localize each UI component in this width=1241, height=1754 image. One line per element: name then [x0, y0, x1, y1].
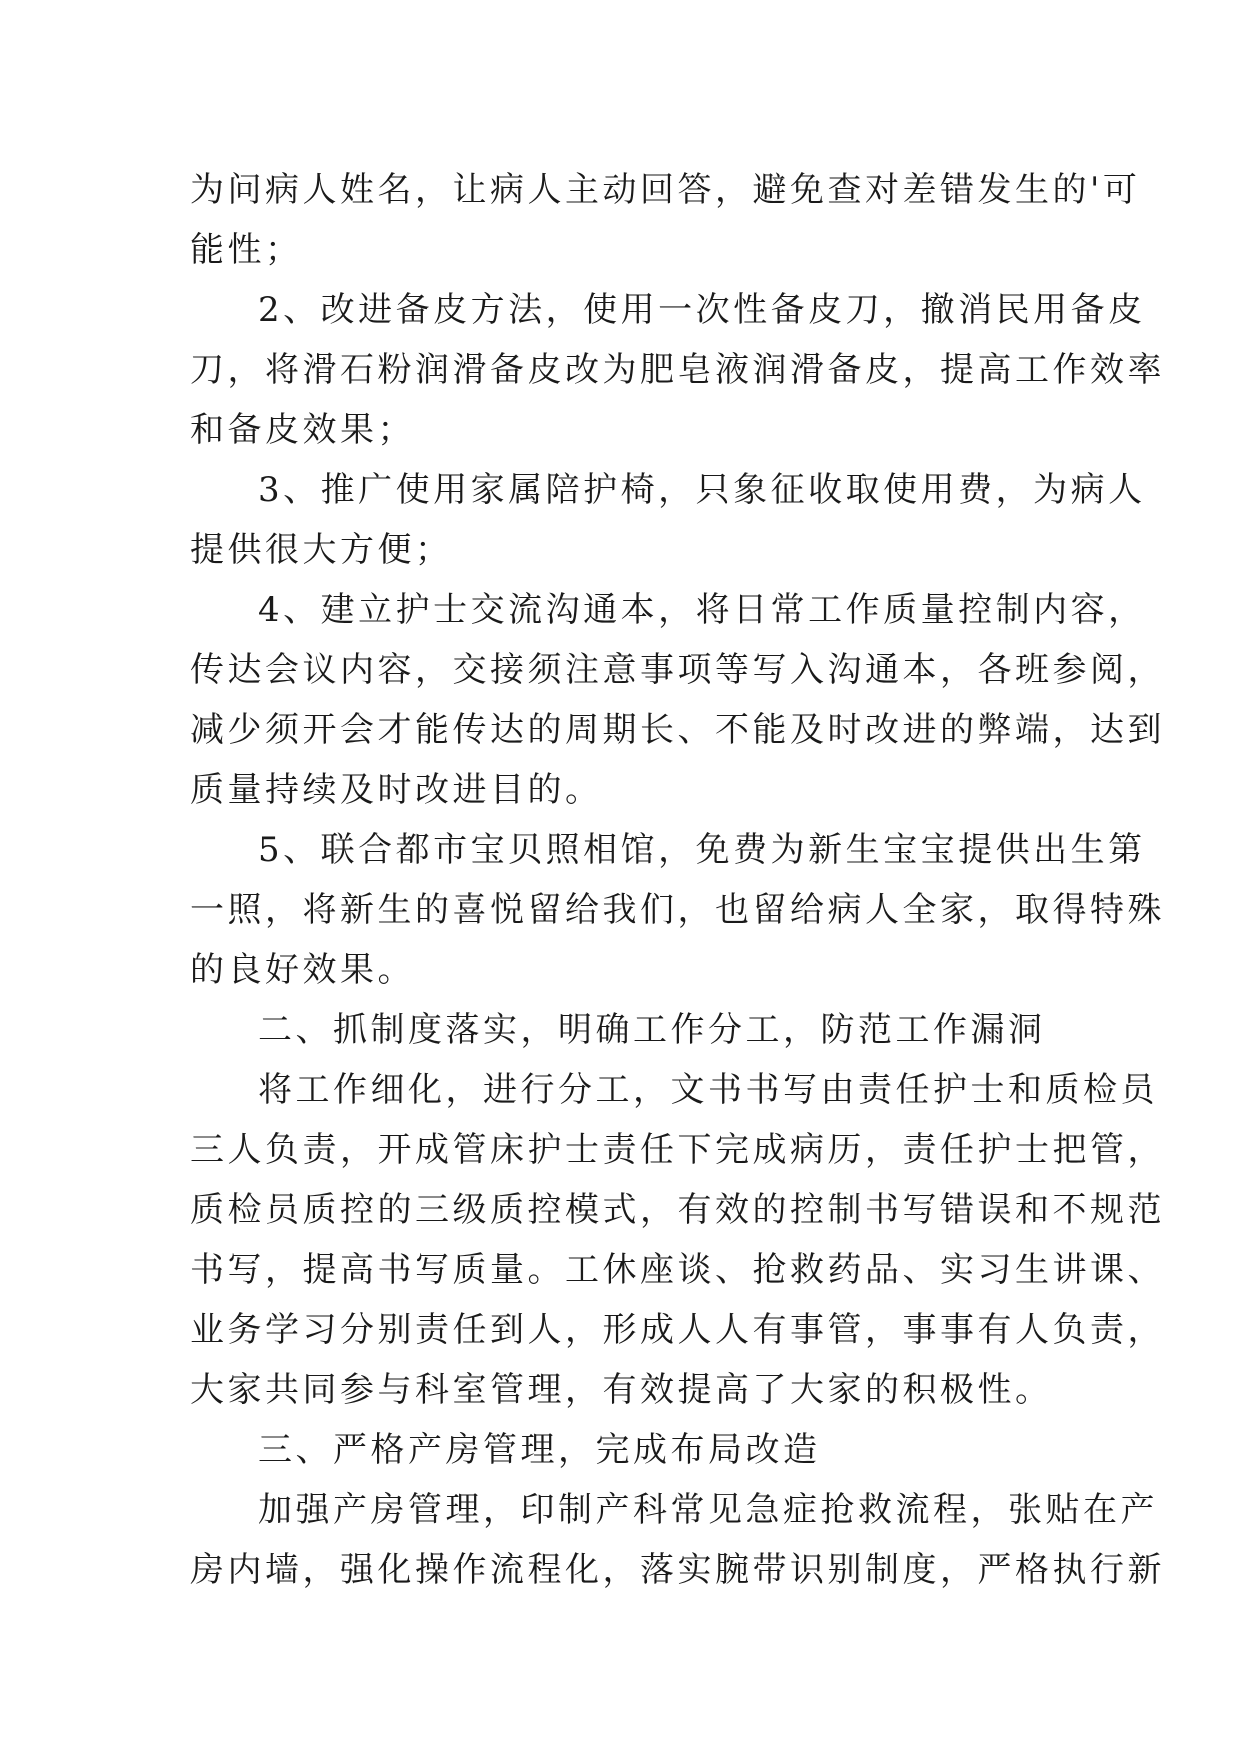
body-line: 将工作细化，进行分工，文书书写由责任护士和质检员	[258, 1070, 1158, 1110]
body-line: 4、建立护士交流沟通本，将日常工作质量控制内容，	[258, 590, 1146, 630]
body-line: 为问病人姓名，让病人主动回答，避免查对差错发生的'可	[190, 170, 1141, 210]
body-line: 加强产房管理，印制产科常见急症抢救流程，张贴在产	[258, 1490, 1158, 1530]
body-line: 大家共同参与科室管理，有效提高了大家的积极性。	[190, 1370, 1053, 1410]
body-line: 2、改进备皮方法，使用一次性备皮刀，撤消民用备皮	[258, 290, 1146, 330]
body-line: 5、联合都市宝贝照相馆，免费为新生宝宝提供出生第	[258, 830, 1146, 870]
body-line: 减少须开会才能传达的周期长、不能及时改进的弊端，达到	[190, 710, 1165, 750]
section-heading: 二、抓制度落实，明确工作分工，防范工作漏洞	[258, 1010, 1046, 1050]
body-line: 和备皮效果；	[190, 410, 415, 450]
body-line: 3、推广使用家属陪护椅，只象征收取使用费，为病人	[258, 470, 1146, 510]
section-heading: 三、严格产房管理，完成布局改造	[258, 1430, 821, 1470]
body-line: 质量持续及时改进目的。	[190, 770, 603, 810]
body-line: 质检员质控的三级质控模式，有效的控制书写错误和不规范	[190, 1190, 1165, 1230]
body-line: 的良好效果。	[190, 950, 415, 990]
body-line: 书写，提高书写质量。工休座谈、抢救药品、实习生讲课、	[190, 1250, 1165, 1290]
body-line: 业务学习分别责任到人，形成人人有事管，事事有人负责，	[190, 1310, 1165, 1350]
body-line: 能性；	[190, 230, 303, 270]
body-line: 传达会议内容，交接须注意事项等写入沟通本，各班参阅，	[190, 650, 1165, 690]
body-line: 一照，将新生的喜悦留给我们，也留给病人全家，取得特殊	[190, 890, 1165, 930]
body-line: 房内墙，强化操作流程化，落实腕带识别制度，严格执行新	[190, 1550, 1165, 1590]
body-line: 三人负责，开成管床护士责任下完成病历，责任护士把管，	[190, 1130, 1165, 1170]
document-body	[190, 160, 1165, 1600]
body-line: 刀，将滑石粉润滑备皮改为肥皂液润滑备皮，提高工作效率	[190, 350, 1165, 390]
body-line: 提供很大方便；	[190, 530, 453, 570]
